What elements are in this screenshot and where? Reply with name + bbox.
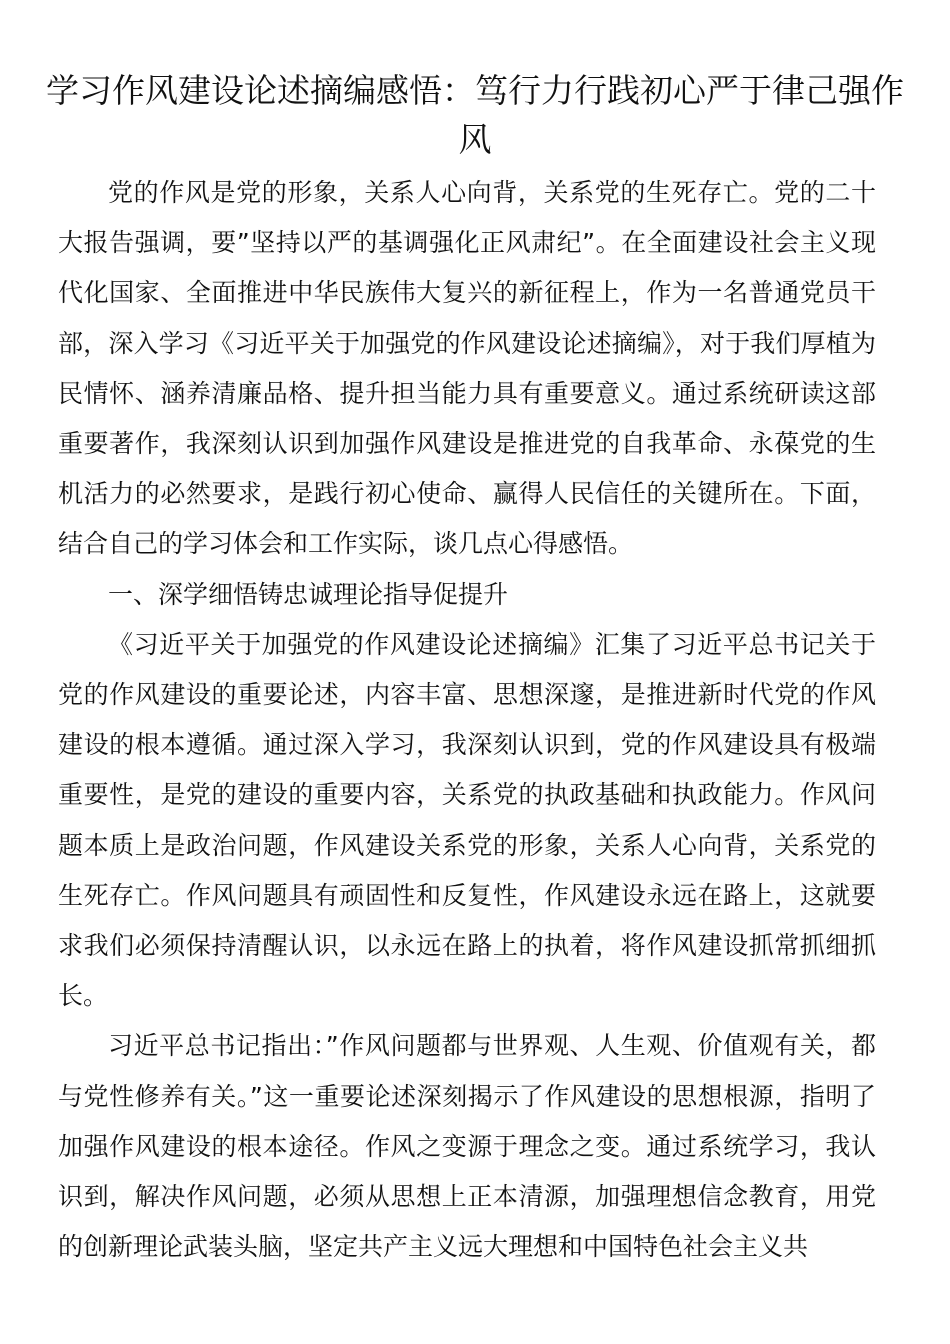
section-heading-1: 一、深学细悟铸忠诚理论指导促提升 xyxy=(108,579,509,609)
paragraph-intro: 党的作风是党的形象，关系人心向背，关系党的生死存亡。党的二十大报告强调，要”坚持以严的基调强化正风肃纪”。在全面建设社会主义现代化国家、全面推进中华民族伟大复兴的新征程上，作为一名普通党员干部，深入学习《习近平关于加强党的作风建设论述摘编》，对于我们厚植为民情怀、涵养清廉品格、提升担当能力具有重要意义。通过系统研读这部重要著作，我深刻认识到加强作风建设是推进党的自我革命、永葆党的生机活力的必然要求，是践行初心使命、赢得人民信任的关键所在。下面，结合自己的学习体会和工作实际，谈几点心得感悟。 xyxy=(58,178,876,559)
paragraph-section-1-b: 习近平总书记指出：”作风问题都与世界观、人生观、价值观有关，都与党性修养有关。”这一重要论述深刻揭示了作风建设的思想根源，指明了加强作风建设的根本途径。作风之变源于理念之变。通过系统学习，我认识到，解决作风问题，必须从思想上正本清源，加强理想信念教育，用党的创新理论武装头脑，坚定共产主义远大理想和中国特色社会主义共 xyxy=(58,1031,876,1262)
document-body xyxy=(58,168,876,1272)
paragraph-section-1-a: 《习近平关于加强党的作风建设论述摘编》汇集了习近平总书记关于党的作风建设的重要论述，内容丰富、思想深邃，是推进新时代党的作风建设的根本遵循。通过深入学习，我深刻认识到，党的作风建设具有极端重要性，是党的建设的重要内容，关系党的执政基础和执政能力。作风问题本质上是政治问题，作风建设关系党的形象，关系人心向背，关系党的生死存亡。作风问题具有顽固性和反复性，作风建设永远在路上，这就要求我们必须保持清醒认识，以永远在路上的执着，将作风建设抓常抓细抓长。 xyxy=(58,629,876,1011)
document-title: 学习作风建设论述摘编感悟：笃行力行践初心严于律己强作风 xyxy=(46,71,904,159)
